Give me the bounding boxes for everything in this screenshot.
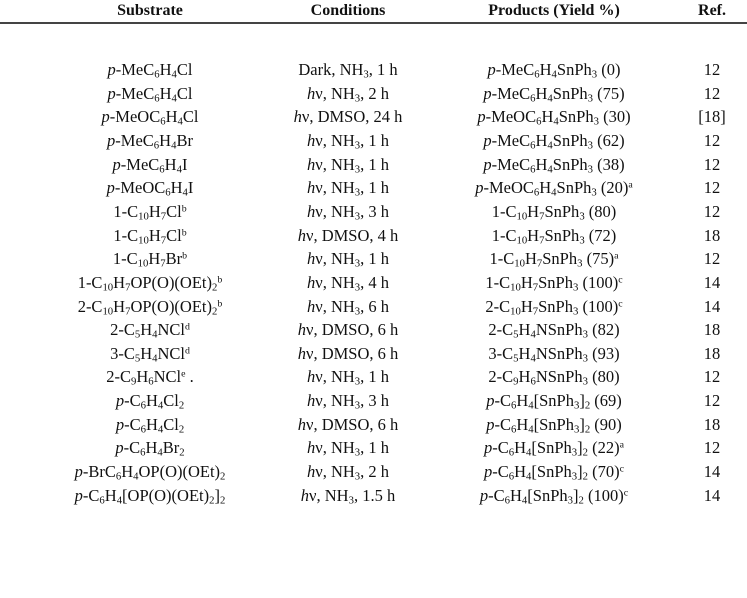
conditions-cell: hν, DMSO, 6 h bbox=[297, 320, 399, 340]
ref-cell: 12 bbox=[703, 367, 721, 387]
product-cell: $p-MeC_6H_4SnPh_3$ (0) bbox=[487, 60, 621, 81]
product-cell: $p-C_6H_4[SnPh_3]_2$ $(100)^c$ bbox=[479, 485, 629, 507]
ref-cell: 12 bbox=[703, 249, 721, 269]
ref-cell: 18 bbox=[703, 320, 721, 340]
table-row bbox=[0, 391, 747, 414]
product-cell: $p-C_6H_4[SnPh_3]_2$ (90) bbox=[486, 414, 622, 436]
conditions-cell: hν, DMSO, 4 h bbox=[297, 225, 399, 245]
table-row bbox=[0, 486, 747, 509]
product-cell: $p-MeC_6H_4SnPh_3$ (38) bbox=[483, 154, 625, 176]
table-row bbox=[0, 131, 747, 154]
table-row bbox=[0, 60, 747, 83]
substrate-cell: $p-MeOC_6H_4Cl$ bbox=[101, 107, 199, 128]
product-cell: $2-C_9H_6NSnPh_3$ (80) bbox=[488, 367, 620, 389]
table-row bbox=[0, 202, 747, 225]
table-row bbox=[0, 297, 747, 320]
ref-cell: 18 bbox=[703, 225, 721, 245]
substrate-cell: $p-C_6H_4Br_2$ bbox=[115, 438, 185, 460]
table-row bbox=[0, 273, 747, 296]
substrate-cell: $p-MeOC_6H_4I$ bbox=[106, 178, 194, 199]
table-row bbox=[0, 344, 747, 367]
product-cell: $2-C_5H_4NSnPh_3$ (82) bbox=[488, 320, 620, 341]
substrate-cell: $1-C_{10}H_7Br^b$ bbox=[112, 249, 188, 270]
table-row bbox=[0, 367, 747, 390]
ref-cell: 12 bbox=[703, 154, 721, 174]
ref-cell: 12 bbox=[703, 391, 721, 411]
product-cell: $p-MeOC_6H_4SnPh_3$ (30) bbox=[477, 107, 631, 128]
substrate-cell: $2-C_9H_6NCl^e$ . bbox=[106, 367, 194, 389]
ref-cell: 14 bbox=[703, 296, 721, 316]
conditions-cell: hν, DMSO, 6 h bbox=[297, 343, 399, 363]
substrate-cell: $p-C_6H_4Cl_2$ bbox=[115, 391, 185, 412]
product-cell: $p-MeC_6H_4SnPh_3$ (75) bbox=[483, 83, 625, 105]
product-cell: $1-C_{10}H_7SnPh_3$ (80) bbox=[491, 201, 617, 223]
ref-cell: 12 bbox=[703, 60, 721, 79]
conditions-cell: hν, $NH_3$, 4 h bbox=[306, 272, 390, 294]
conditions-cell: hν, $NH_3$, 2 h bbox=[306, 462, 390, 483]
substrate-cell: $p-BrC_6H_4OP(O)(OEt)_2$ bbox=[74, 462, 226, 483]
ref-cell: 12 bbox=[703, 178, 721, 198]
product-cell: $p-MeC_6H_4SnPh_3$ (62) bbox=[483, 130, 625, 152]
ref-cell: 14 bbox=[703, 462, 721, 482]
table-row bbox=[0, 462, 747, 485]
conditions-cell: hν, $NH_3$, 1 h bbox=[306, 438, 390, 460]
product-cell: $p-C_6H_4[SnPh_3]_2$ $(22)^a$ bbox=[484, 438, 624, 460]
table-row bbox=[0, 178, 747, 201]
ref-cell: 12 bbox=[703, 438, 721, 458]
conditions-cell: hν, DMSO, 24 h bbox=[293, 107, 403, 127]
table-row bbox=[0, 226, 747, 249]
substrate-cell: $1-C_{10}H_7Cl^b$ bbox=[113, 225, 187, 247]
substrate-cell: $1-C_{10}H_7OP(O)(OEt)_2^b$ bbox=[77, 272, 223, 294]
header-ref: Ref. bbox=[698, 2, 726, 19]
header-substrate: Substrate bbox=[117, 2, 183, 19]
conditions-cell: hν, $NH_3$, 1 h bbox=[306, 178, 390, 199]
substrate-cell: $p-C_6H_4[OP(O)(OEt)_2]_2$ bbox=[74, 485, 226, 507]
conditions-cell: hν, $NH_3$, 1 h bbox=[306, 249, 390, 270]
product-cell: $p-C_6H_4[SnPh_3]_2$ $(70)^c$ bbox=[484, 462, 624, 483]
header-rule bbox=[0, 22, 747, 24]
substrate-cell: $p-MeC_6H_4I$ bbox=[112, 154, 188, 176]
conditions-cell: hν, $NH_3$, 1 h bbox=[306, 154, 390, 176]
substrate-cell: $p-C_6H_4Cl_2$ bbox=[115, 414, 185, 436]
table-row bbox=[0, 249, 747, 272]
product-cell: $p-C_6H_4[SnPh_3]_2$ (69) bbox=[486, 391, 622, 412]
table-row bbox=[0, 107, 747, 130]
conditions-cell: hν, $NH_3$, 1.5 h bbox=[300, 485, 396, 507]
substrate-cell: $2-C_5H_4NCl^d$ bbox=[110, 320, 190, 341]
product-cell: $2-C_{10}H_7SnPh_3$ $(100)^c$ bbox=[485, 296, 623, 318]
header-products: Products (Yield %) bbox=[488, 2, 620, 19]
product-cell: $1-C_{10}H_7SnPh_3$ $(75)^a$ bbox=[489, 249, 619, 270]
product-cell: $p-MeOC_6H_4SnPh_3$ $(20)^a$ bbox=[475, 178, 633, 199]
substrate-cell: $p-MeC_6H_4Cl$ bbox=[107, 83, 193, 105]
conditions-cell: hν, $NH_3$, 3 h bbox=[306, 201, 390, 223]
conditions-cell: hν, $NH_3$, 3 h bbox=[306, 391, 390, 412]
header-conditions: Conditions bbox=[310, 2, 386, 19]
conditions-cell: hν, DMSO, 6 h bbox=[297, 414, 399, 434]
ref-cell: 12 bbox=[703, 201, 721, 221]
product-cell: $3-C_5H_4NSnPh_3$ (93) bbox=[488, 343, 620, 365]
conditions-cell: Dark, $NH_3$, 1 h bbox=[298, 60, 398, 81]
table-row bbox=[0, 84, 747, 107]
substrate-cell: $p-MeC_6H_4Cl$ bbox=[107, 60, 193, 81]
table-row bbox=[0, 438, 747, 461]
table-row bbox=[0, 155, 747, 178]
table-header bbox=[0, 0, 747, 22]
conditions-cell: hν, $NH_3$, 2 h bbox=[306, 83, 390, 105]
ref-cell: 12 bbox=[703, 83, 721, 103]
table-row bbox=[0, 415, 747, 438]
product-cell: $1-C_{10}H_7SnPh_3$ $(100)^c$ bbox=[485, 272, 623, 294]
ref-cell: 18 bbox=[703, 343, 721, 363]
ref-cell: 14 bbox=[703, 272, 721, 292]
substrate-cell: $1-C_{10}H_7Cl^b$ bbox=[113, 201, 187, 223]
ref-cell: 18 bbox=[703, 414, 721, 434]
conditions-cell: hν, $NH_3$, 6 h bbox=[306, 296, 390, 318]
product-cell: $1-C_{10}H_7SnPh_3$ (72) bbox=[491, 225, 617, 247]
ref-cell: 12 bbox=[703, 130, 721, 150]
conditions-cell: hν, $NH_3$, 1 h bbox=[306, 130, 390, 152]
substrate-cell: $2-C_{10}H_7OP(O)(OEt)_2^b$ bbox=[77, 296, 223, 318]
ref-cell: [18] bbox=[698, 107, 726, 127]
conditions-cell: hν, $NH_3$, 1 h bbox=[306, 367, 390, 389]
ref-cell: 14 bbox=[703, 485, 721, 505]
substrate-cell: $p-MeC_6H_4Br$ bbox=[107, 130, 193, 152]
table-row bbox=[0, 320, 747, 343]
substrate-cell: $3-C_5H_4NCl^d$ bbox=[110, 343, 190, 365]
